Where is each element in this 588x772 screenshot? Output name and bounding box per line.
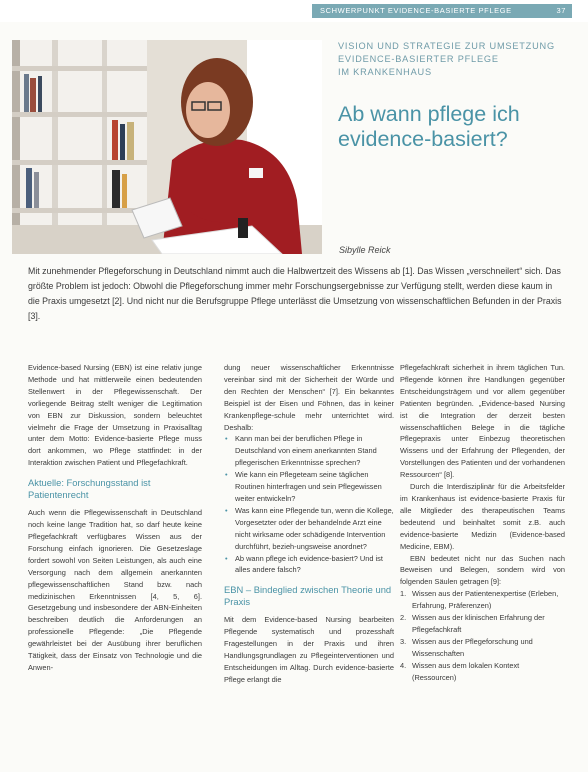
kicker-line: VISION UND STRATEGIE ZUR UMSETZUNG bbox=[338, 41, 555, 51]
kicker-line: IM KRANKENHAUS bbox=[338, 67, 432, 77]
column-2 bbox=[224, 362, 394, 686]
paragraph: Pflegefachkraft sicherheit in ihrem täglichen Tun. Pflegende können ihre Handlungen gegenüber Entscheidungsträgern und vor allem gegenüber Patienten begründen. „Evidence-based Nursing ist die Integration der derzeit besten wissenschaftlichen Belege in die tägliche Pflegepraxis unter Einbezug theoretischen Wissens und der Erfahrung der Pflegenden, der Vorstellungen des Patienten und der vorhandenen Ressourcen“ [8]. bbox=[400, 363, 565, 480]
paragraph: Evidence-based Nursing (EBN) ist eine relativ junge Methode und hat mittlerweile einen bedeutenden Stellenwert in der Pflegewissenschaft. Der vorliegende Beitrag stellt weniger die Legitimation von EBN zur Diskussion, sondern beleuchtet vielmehr die Frage der Umsetzung in Praxisalltag unter dem Motto: Evidence-basierte Pflege muss dort ankommen, wo Pflege stattfindet: in der Interaktion zwischen Patient und Pflegefachkraft. bbox=[28, 363, 202, 468]
pillars-list bbox=[400, 588, 565, 683]
article-headline bbox=[338, 102, 583, 152]
list-item: • Ab wann pflege ich evidence-basiert? Und ist alles andere falsch? bbox=[224, 553, 394, 577]
list-item: • Kann man bei der beruflichen Pflege in Deutschland von einem anerkannten Stand pflegerischen Erkenntnisse sprechen? bbox=[224, 433, 394, 469]
headline-line: evidence-basiert? bbox=[338, 127, 508, 151]
list-item: • Wie kann ein Pflegeteam seine täglichen Routinen hinterfragen und sein Pflegewissen weiter entwickeln? bbox=[224, 469, 394, 505]
list-item: 4. Wissen aus dem lokalen Kontext (Ressourcen) bbox=[400, 660, 520, 682]
page-number: 37 bbox=[556, 6, 566, 15]
question-list bbox=[224, 433, 394, 576]
intro-paragraph: Mit zunehmender Pflegeforschung in Deutschland nimmt auch die Halbwertzeit des Wissens ab [1]. Das Wissen „verschneilert“ sich. Das größte Problem ist jedoch: Obwohl die Pflegeforschung immer mehr Forschungsergebnisse zur Verfügung stellt, werden diese kaum in die Praxis umgesetzt [2]. Und nicht nur die Berufsgruppe Pflege unterlässt die Umsetzung von wissenschaftlichen Befunden in der Praxis [3]. bbox=[28, 266, 562, 321]
paragraph: Mit dem Evidence-based Nursing bearbeiten Pflegende systematisch und prozesshaft Fragestellungen in der Praxis und ihren Handlungsgrundlagen zu Pflegeinterventionen und Entscheidungen im Alltag. Durch evidence-basierte Pflege erlangt die bbox=[224, 615, 394, 684]
kicker bbox=[338, 40, 578, 79]
section-title: SCHWERPUNKT EVIDENCE-BASIERTE PFLEGE bbox=[320, 6, 512, 15]
list-item: • Was kann eine Pflegende tun, wenn die Kollege, Vorgesetzter oder der behandelnde Arzt eine nicht wirksame oder schädigende Intervention durchführt, bezieh-ungsweise anordnet? bbox=[224, 505, 394, 553]
kicker-line: EVIDENCE-BASIERTER PFLEGE bbox=[338, 54, 499, 64]
author: Sibylle Reick bbox=[339, 245, 391, 255]
paragraph: Durch die Interdisziplinär für die Arbeitsfelder im Krankenhaus ist evidence-basierte Praxis für alle Mitglieder des therapeutischen Teams bedeutend und beinhaltet somit z.B. auch evidence-basierte Medizin (Evidence-based Medicine, EBM). bbox=[400, 482, 565, 551]
photo-woman-reading-tablet bbox=[12, 40, 322, 254]
list-item: 3. Wissen aus der Pflegeforschung und Wissenschaften bbox=[400, 636, 533, 658]
paragraph: dung neuer wissenschaftlicher Erkenntnisse vereinbar sind mit der Sicherheit der Würde und den Rechten der Menschen“ [7]. Ein bekanntes Beispiel ist der Eisen und Föhnen, das in keiner Krankenpflege-schule mehr unterrichtet wird. Deshalb: bbox=[224, 363, 394, 432]
list-item: 1. Wissen aus der Patientenexpertise (Erleben, Erfahrung, Präferenzen) bbox=[400, 589, 559, 611]
column-1 bbox=[28, 362, 202, 674]
section-header-bar bbox=[312, 4, 572, 18]
paragraph: Auch wenn die Pflegewissenschaft in Deutschland noch keine lange Tradition hat, so darf heute keine Pflegefachkraft verfügbares Wissen aus der Forschung einfach ignorieren. Die Gesetzeslage fordert sowohl von Seiten Leistungen, als auch eine Versorgung nach dem allgemein anerkannten pflegewissenschaftlichen Stand bzw. nach medizinischen Erkenntnissen [4, 5, 6]. Gesetzgebung und insbesondere der ABN-Einheiten beschreiben deutlich die Anforderungen an professionelle Pflegende: „Die Pflegende gewährleistet bei der Ausübung ihrer beruflichen Tätigkeit, dass der Einsatz von Technologie und die Anwen- bbox=[28, 508, 202, 672]
list-item: 2. Wissen aus der klinischen Erfahrung der Pflegefachkraft bbox=[400, 613, 545, 634]
headline-line: Ab wann pflege ich bbox=[338, 102, 520, 126]
subheading: EBN – Bindeglied zwischen Theorie und Praxis bbox=[224, 584, 392, 608]
subheading: Aktuelle: Forschungsstand ist Patientenrecht bbox=[28, 477, 151, 501]
paragraph: EBN bedeutet nicht nur das Suchen nach Beweisen und Belegen, sondern wird von folgenden Säulen getragen [9]: bbox=[400, 553, 565, 587]
column-3 bbox=[400, 362, 565, 683]
